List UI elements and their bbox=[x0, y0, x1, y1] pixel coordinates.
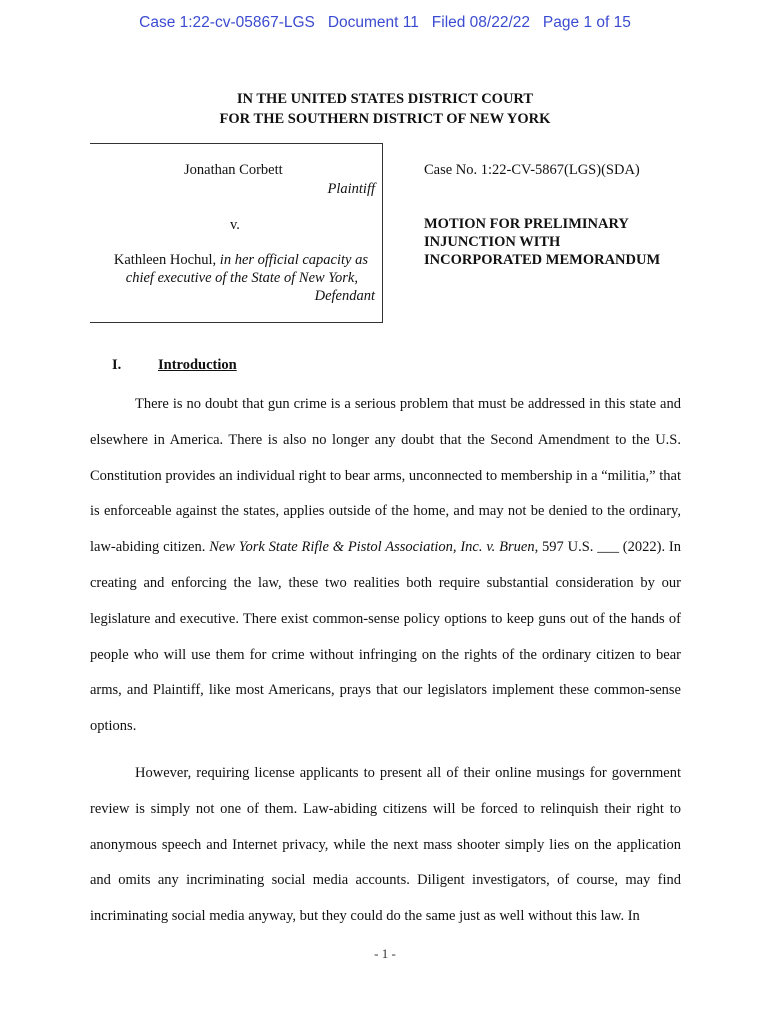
case-citation: New York State Rifle & Pistol Association, Inc. v. Bruen bbox=[209, 539, 535, 556]
section-title: Introduction bbox=[158, 357, 237, 373]
plaintiff-role: Plaintiff bbox=[327, 181, 375, 197]
defendant-name: Kathleen Hochul, bbox=[113, 252, 217, 268]
case-number: Case No. 1:22-CV-5867(LGS)(SDA) bbox=[424, 162, 640, 178]
paragraph-1-text-a: There is no doubt that gun crime is a serious problem that must be addressed in this state and elsewhere in America. There is also no longer any doubt that the Second Amendment to the U.S. Constitution provides an individual right to bear arms, unconnected to membership in a “militia,” that is enforceable against the states, applies outside of the home, and may not be denied to the ordinary, law-abiding citizen. bbox=[90, 396, 681, 556]
court-heading bbox=[0, 89, 770, 129]
court-heading-line1: IN THE UNITED STATES DISTRICT COURT bbox=[236, 91, 534, 107]
document-title-line3: INCORPORATED MEMORANDUM bbox=[424, 252, 661, 268]
defendant-role: Defendant bbox=[314, 288, 375, 304]
defendant-line1 bbox=[90, 251, 368, 269]
paragraph-1 bbox=[90, 387, 681, 745]
section-number: I. bbox=[112, 357, 122, 373]
versus-label: v. bbox=[230, 217, 240, 233]
defendant-capacity-2: chief executive of the State of New York, bbox=[125, 270, 358, 286]
paragraph-2: However, requiring license applicants to present all of their online musings for government review is simply not one of them. Law-abiding citizens will be forced to relinquish their right to anonymous speech and Internet privacy, while the next mass shooter simply lies on the application and omits any incriminating social media accounts. Diligent investigators, of course, may find incriminating social media anyway, but they could do the same just as well without this law. In bbox=[90, 765, 681, 925]
paragraph-1-text-b: , 597 U.S. ___ (2022). In creating and enforcing the law, these two realities both require substantial consideration by our legislature and executive. There exist common-sense policy options to keep guns out of the hands of people who will use them for crime without infringing on the rights of the ordinary citizen to bear arms, and Plaintiff, like most Americans, prays that our legislators implement these common-sense options. bbox=[90, 539, 681, 735]
plaintiff-name: Jonathan Corbett bbox=[184, 162, 283, 178]
page-number: - 1 - bbox=[374, 946, 396, 961]
court-heading-line2: FOR THE SOUTHERN DISTRICT OF NEW YORK bbox=[219, 111, 551, 127]
document-title-line1: MOTION FOR PRELIMINARY bbox=[424, 216, 629, 232]
defendant-capacity-1: in her official capacity as bbox=[219, 252, 368, 268]
ecf-filing-header: Case 1:22-cv-05867-LGS Document 11 Filed 08/22/22 Page 1 of 15 bbox=[139, 14, 631, 31]
document-title bbox=[424, 215, 660, 269]
document-title-line2: INJUNCTION WITH bbox=[424, 234, 561, 250]
